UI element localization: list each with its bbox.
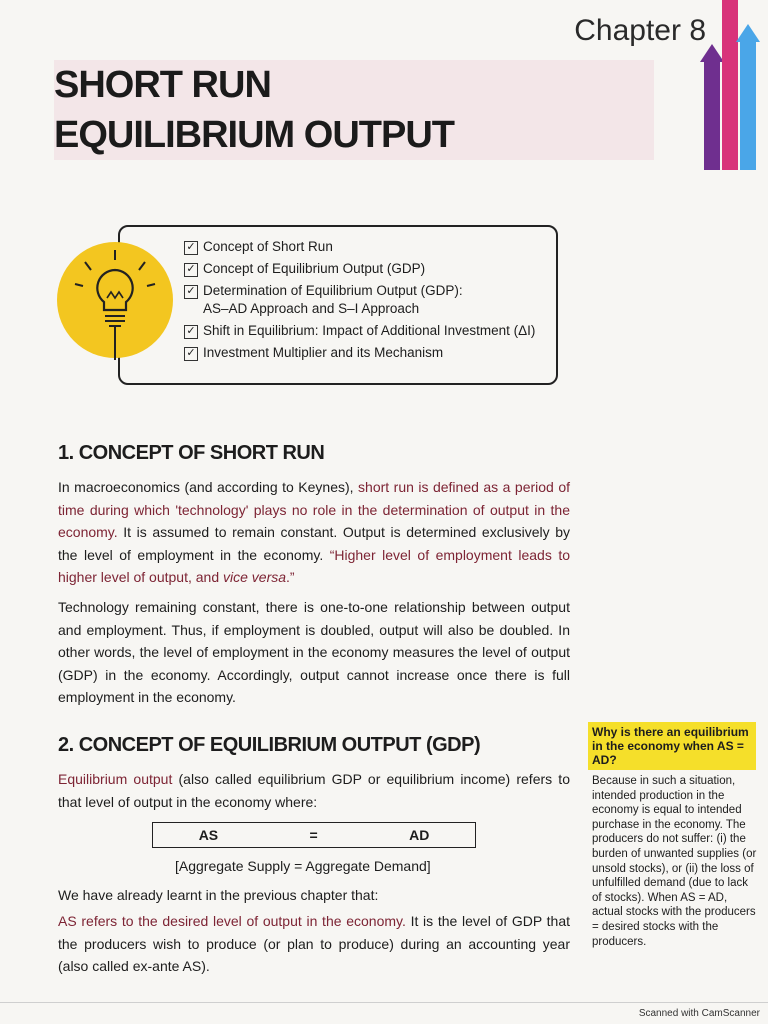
checkbox-icon: ✓ — [184, 347, 198, 361]
page-title — [54, 60, 654, 160]
section-1-paragraph-1: In macroeconomics (and according to Keynes), short run is defined as a period of time during which 'technology' plays no role in the determination of output in the economy. It is assumed to remain constant. Output is determined exclusively by the level of employment in the economy. “Higher level of employment leads to higher level of output, and vice versa.” — [58, 479, 570, 585]
section-1-heading: 1. CONCEPT OF SHORT RUN — [58, 442, 325, 464]
footer-divider — [0, 1002, 768, 1003]
section-1-paragraph-2: Technology remaining constant, there is one-to-one relationship between output and employment. Thus, if employment is doubled, output will also be doubled. In other words, the level of employment in the economy measures the level of output (GDP) in the economy. Accordingly, output cannot increase once there is full employment in the economy. — [58, 599, 570, 705]
checkbox-icon: ✓ — [184, 285, 198, 299]
topic-item: ✓ Concept of Short Run — [184, 236, 535, 258]
title-line-2: EQUILIBRIUM OUTPUT — [54, 114, 454, 156]
checkbox-icon: ✓ — [184, 325, 198, 339]
topic-item-continued: AS–AD Approach and S–I Approach — [203, 301, 420, 316]
equation-box: AS = AD — [152, 822, 476, 848]
title-line-1: SHORT RUN — [54, 64, 271, 106]
lightbulb-icon — [55, 240, 175, 360]
topic-item: ✓ Shift in Equilibrium: Impact of Additional Investment (ΔI) — [184, 320, 535, 342]
section-2-heading: 2. CONCEPT OF EQUILIBRIUM OUTPUT (GDP) — [58, 734, 481, 756]
sidebar-heading: Why is there an equilibrium in the economy when AS = AD? — [588, 722, 756, 770]
scanner-watermark: Scanned with CamScanner — [638, 1008, 760, 1019]
checkbox-icon: ✓ — [184, 263, 198, 277]
chapter-label: Chapter 8 — [574, 14, 706, 47]
section-2-paragraph-1: Equilibrium output (also called equilibrium GDP or equilibrium income) refers to that level of output in the economy where: — [58, 771, 570, 810]
checkbox-icon: ✓ — [184, 241, 198, 255]
topic-item: ✓ Determination of Equilibrium Output (GDP): — [184, 280, 535, 302]
chapter-arrows-graphic — [700, 0, 760, 170]
equation-caption: [Aggregate Supply = Aggregate Demand] — [175, 858, 431, 874]
topic-item: ✓ Concept of Equilibrium Output (GDP) — [184, 258, 535, 280]
section-2-paragraph-2: We have already learnt in the previous chapter that: — [58, 887, 379, 903]
sidebar-body: Because in such a situation, intended production in the economy is equal to intended purchase in the economy. The producers do not suffer: (i) the burden of unwanted supplies (or unsold stocks), or (ii) the loss of unfulfilled demand (due to lack of stocks). When AS = AD, actual stocks with the producers = desired stocks with the producers. — [592, 775, 757, 948]
section-2-paragraph-3: AS refers to the desired level of output in the economy. It is the level of GDP that the producers wish to produce (or plan to produce) during an accounting year (also called ex-ante AS). — [58, 913, 570, 974]
topics-list — [184, 236, 535, 364]
topic-item: ✓ Investment Multiplier and its Mechanism — [184, 342, 535, 364]
